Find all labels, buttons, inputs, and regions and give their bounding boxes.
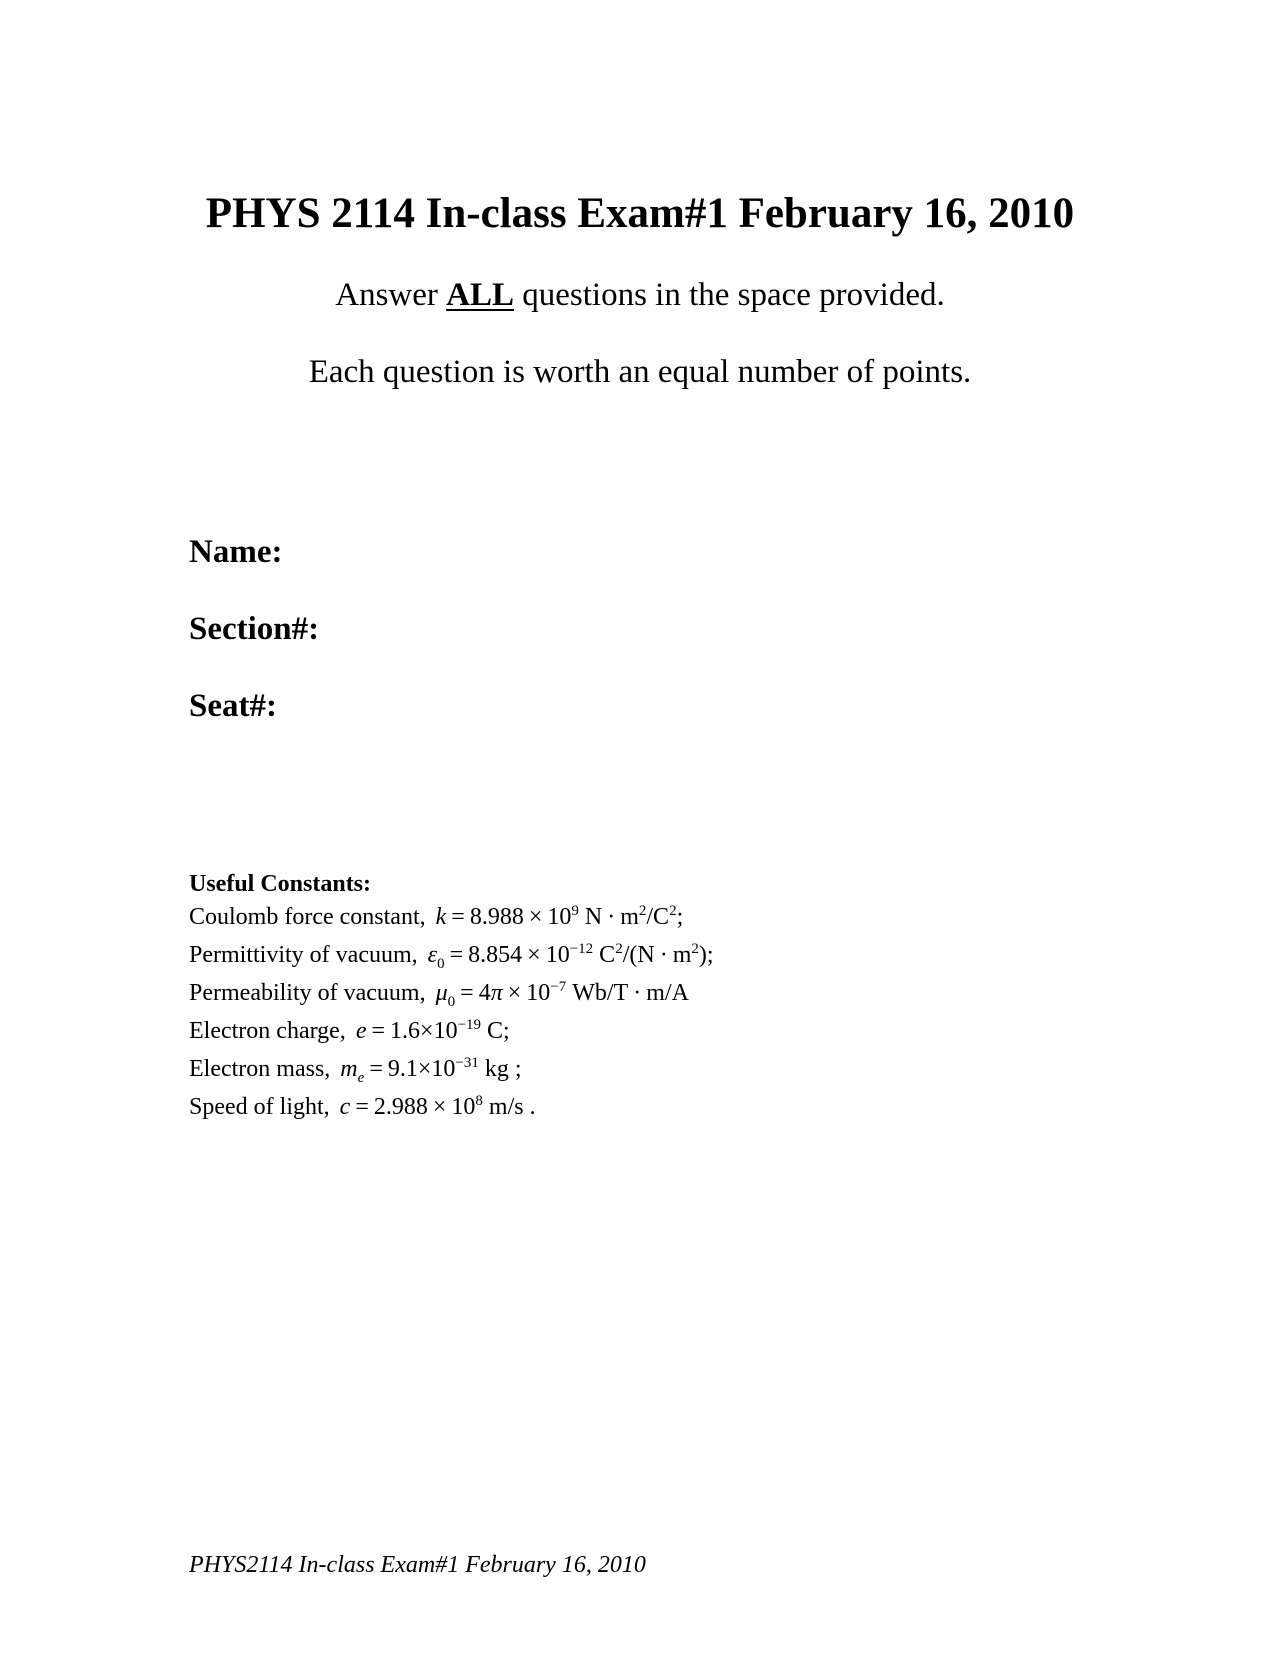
constant-label: Permeability of vacuum, — [189, 980, 426, 1006]
constant-electron-mass: Electron mass, $m_e = 9.1\times 10^{-31}$ kg ; — [189, 1055, 522, 1086]
instruction-text-after: questions in the space provided. — [522, 277, 945, 313]
instruction-emphasis: ALL — [446, 277, 514, 313]
constant-label: Electron charge, — [189, 1018, 346, 1044]
constant-label: Coulomb force constant, — [189, 904, 426, 930]
constant-permeability: Permeability of vacuum, $\mu_0 = 4\pi \times 10^{-7}$ Wb/T · m/A — [189, 979, 689, 1010]
constant-symbol: e — [355, 1018, 367, 1044]
constant-symbol: m — [340, 1056, 358, 1082]
seat-label: Seat#: — [189, 688, 277, 724]
page-footer: PHYS2114 In-class Exam#1 February 16, 2010 — [189, 1552, 646, 1578]
instruction-points: Each question is worth an equal number of points. — [308, 354, 972, 390]
constant-symbol: ε — [427, 942, 438, 968]
constant-label: Electron mass, — [189, 1056, 331, 1082]
name-label: Name: — [189, 534, 283, 570]
constants-heading: Useful Constants: — [189, 871, 372, 897]
constant-electron-charge: Electron charge, $e = 1.6\times 10^{-19}$ C; — [189, 1017, 510, 1044]
instruction-text-before: Answer — [335, 277, 438, 313]
instruction-answer-all — [0, 279, 1280, 312]
constant-label: Permittivity of vacuum, — [189, 942, 418, 968]
constant-symbol: μ — [435, 980, 448, 1006]
constant-label: Speed of light, — [189, 1094, 330, 1120]
useful-constants — [189, 872, 714, 1133]
constant-permittivity: Permittivity of vacuum, $\varepsilon_0 = 8.854 \times 10^{-12}$ $C^2/(N \cdot m^2)$; — [189, 941, 714, 972]
section-label: Section#: — [189, 611, 320, 647]
page-title: PHYS 2114 In-class Exam#1 February 16, 2010 — [205, 190, 1075, 237]
constant-speed-of-light: Speed of light, $c = 2.988 \times 10^8$ m/s . — [189, 1093, 536, 1120]
constant-symbol: c — [339, 1094, 351, 1120]
constant-coulomb: Coulomb force constant, $k = 8.988 \times 10^9$ $N \cdot m^2/C^2$; — [189, 903, 684, 930]
constant-symbol: k — [435, 904, 447, 930]
